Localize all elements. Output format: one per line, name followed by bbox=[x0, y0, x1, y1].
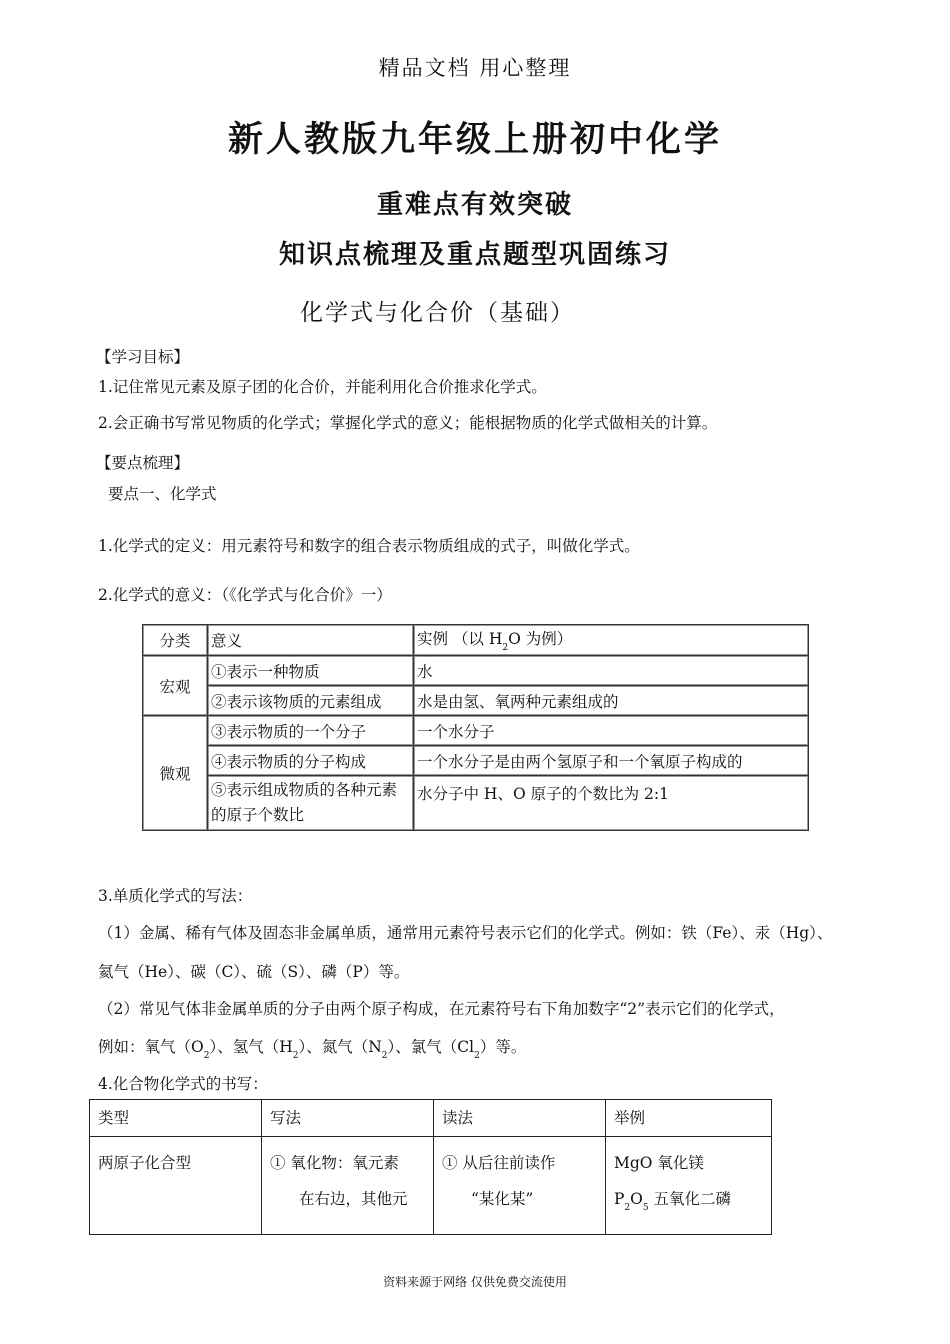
category-macro: 宏观 bbox=[143, 656, 208, 716]
table-row bbox=[143, 716, 809, 746]
table-header-row bbox=[90, 1100, 772, 1137]
compound-formula-table bbox=[89, 1099, 772, 1235]
example-cell: 水分子中 H、O 原子的个数比为 2:1 bbox=[414, 776, 809, 831]
header-example: 实例 （以 $H_2O$ 为例） bbox=[414, 625, 809, 656]
writing-cell: ① 氧化物：氧元素 在右边，其他元 bbox=[262, 1137, 434, 1235]
meaning-cell: ③表示物质的一个分子 bbox=[208, 716, 414, 746]
subtitle-2: 知识点梳理及重点题型巩固练习 bbox=[278, 240, 671, 270]
meaning-cell: ⑤表示组成物质的各种元素的原子个数比 bbox=[208, 776, 414, 831]
goal-1: 1.记住常见元素及原子团的化合价，并能利用化合价推求化学式。 bbox=[98, 378, 547, 396]
example-cell: 水 bbox=[414, 656, 809, 686]
section-3-para-1b: 氦气（He）、碳（C）、硫（S）、磷（P）等。 bbox=[98, 963, 410, 981]
header-reading: 读法 bbox=[434, 1100, 606, 1137]
section-3-para-1a: （1）金属、稀有气体及固态非金属单质，通常用元素符号表示它们的化学式。例如：铁（Fe）、汞（Hg）、 bbox=[98, 924, 833, 942]
example-cell: 水是由氢、氧两种元素组成的 bbox=[414, 686, 809, 716]
header-example: 举例 bbox=[606, 1100, 772, 1137]
table-row bbox=[143, 656, 809, 686]
meaning-cell: ②表示该物质的元素组成 bbox=[208, 686, 414, 716]
example-cell: 一个水分子是由两个氢原子和一个氧原子构成的 bbox=[414, 746, 809, 776]
definition-text: 1.化学式的定义：用元素符号和数字的组合表示物质组成的式子，叫做化学式。 bbox=[98, 537, 640, 555]
table-row bbox=[143, 686, 809, 716]
section-3-para-2b: 例如：氧气$(O_2)$、氢气$(H_2)$、氮气$(N_2)$、氯气$(Cl_2)$等。 bbox=[98, 1038, 527, 1061]
example-cell: 一个水分子 bbox=[414, 716, 809, 746]
header-type: 类型 bbox=[90, 1100, 262, 1137]
table-row bbox=[143, 746, 809, 776]
formula-meaning-table bbox=[142, 624, 809, 831]
table-header-row bbox=[143, 625, 809, 656]
page-footer: 资料来源于网络 仅供免费交流使用 bbox=[383, 1275, 567, 1289]
lesson-title: 化学式与化合价（基础） bbox=[300, 300, 575, 326]
goal-2: 2.会正确书写常见物质的化学式；掌握化学式的意义；能根据物质的化学式做相关的计算。 bbox=[98, 414, 718, 432]
point-1-heading: 要点一、化学式 bbox=[108, 485, 217, 503]
goals-heading: 【学习目标】 bbox=[96, 348, 190, 366]
meaning-cell: ①表示一种物质 bbox=[208, 656, 414, 686]
type-cell: 两原子化合型 bbox=[90, 1137, 262, 1235]
example-cell: MgO 氧化镁 $P_2O_5$ 五氧化二磷 bbox=[606, 1137, 772, 1235]
section-4-heading: 4.化合物化学式的书写： bbox=[98, 1075, 268, 1093]
page-header: 精品文档 用心整理 bbox=[378, 56, 572, 80]
subtitle-1: 重难点有效突破 bbox=[376, 190, 573, 220]
section-3-heading: 3.单质化学式的写法： bbox=[98, 887, 253, 905]
reading-cell: ① 从后往前读作 “某化某” bbox=[434, 1137, 606, 1235]
table-row bbox=[90, 1137, 772, 1235]
meaning-heading: 2.化学式的意义：（《化学式与化合价》一） bbox=[98, 586, 392, 604]
table-row bbox=[143, 776, 809, 831]
header-writing: 写法 bbox=[262, 1100, 434, 1137]
document-title: 新人教版九年级上册初中化学 bbox=[227, 119, 722, 160]
meaning-cell: ④表示物质的分子构成 bbox=[208, 746, 414, 776]
header-category: 分类 bbox=[143, 625, 208, 656]
points-heading: 【要点梳理】 bbox=[96, 454, 190, 472]
section-3-para-2a: （2）常见气体非金属单质的分子由两个原子构成，在元素符号右下角加数字“2”表示它们的化学式， bbox=[98, 1000, 785, 1018]
header-meaning: 意义 bbox=[208, 625, 414, 656]
category-micro: 微观 bbox=[143, 716, 208, 831]
